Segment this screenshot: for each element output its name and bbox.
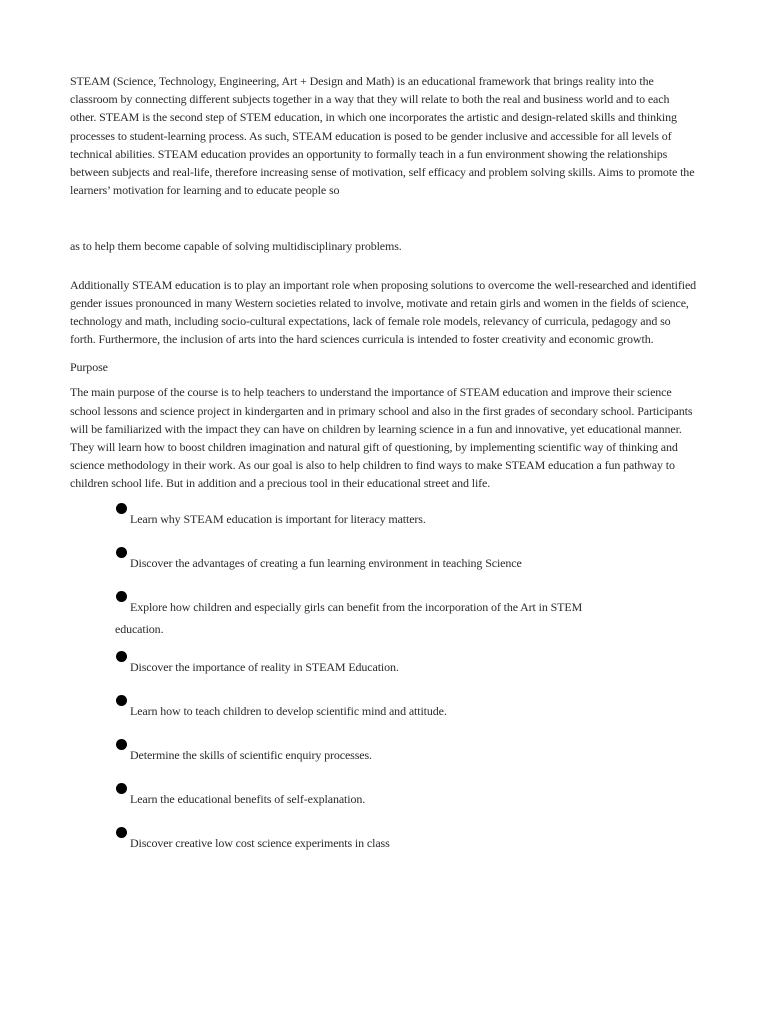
intro-paragraph: STEAM (Science, Technology, Engineering, Art + Design and Math) is an educational framework that brings reality into the classroom by connecting different subjects together in a way that they will relate to both the real and business world and to each other. STEAM is the second step of STEM education, in which one incorporates the artistic and design-related skills and thinking processes to student-learning process. As such, STEAM education is posed to be gender inclusive and accessible for all levels of technical abilities. STEAM education provides an opportunity to formally teach in a fun environment showing the relationships between subjects and real-life, therefore increasing sense of motivation, self efficacy and problem solving skills. Aims to promote the learners’ motivation for learning and to educate people so xyxy=(70,74,695,198)
purpose-heading: Purpose xyxy=(70,360,108,375)
bullet-dot-icon xyxy=(116,783,127,794)
list-item: Learn why STEAM education is important for literacy matters. xyxy=(70,503,698,547)
bullet-dot-icon xyxy=(116,739,127,750)
list-item: Explore how children and especially girls can benefit from the incorporation of the Art in STEM education. xyxy=(70,591,698,651)
list-item: Learn the educational benefits of self-explanation. xyxy=(70,783,698,827)
bullet-dot-icon xyxy=(116,695,127,706)
bullet-dot-icon xyxy=(116,547,127,558)
list-item: Discover the importance of reality in STEAM Education. xyxy=(70,651,698,695)
objectives-list xyxy=(70,503,698,871)
continuation-paragraph: as to help them become capable of solving multidisciplinary problems. xyxy=(70,239,402,254)
bullet-dot-icon xyxy=(116,827,127,838)
bullet-dot-icon xyxy=(116,503,127,514)
bullet-dot-icon xyxy=(116,591,127,602)
document-page xyxy=(70,72,698,871)
list-item: Learn how to teach children to develop scientific mind and attitude. xyxy=(70,695,698,739)
list-item: Discover creative low cost science experiments in class xyxy=(70,827,698,871)
gender-paragraph: Additionally STEAM education is to play an important role when proposing solutions to overcome the well-researched and identified gender issues pronounced in many Western societies related to involve, motivate and retain girls and women in the fields of science, technology and math, including socio-cultural expectations, lack of female role models, relevancy of curricula, pedagogy and so forth. Furthermore, the inclusion of arts into the hard sciences curricula is intended to foster creativity and economic growth. xyxy=(70,277,697,347)
purpose-paragraph: The main purpose of the course is to help teachers to understand the importance of STEAM education and improve their science school lessons and science project in kindergarten and in primary school and also in the first grades of secondary school. Participants will be familiarized with the impact they can have on children by learning science in a fun and innovative, yet educational manner. They will learn how to boost children imagination and natural gift of questioning, by implementing scientific way of thinking and science methodology in their work. As our goal is also to help children to find ways to make STEAM education a fun pathway to children school life. But in addition and a precious tool in their educational street and life. xyxy=(70,385,693,491)
list-item: Discover the advantages of creating a fun learning environment in teaching Science xyxy=(70,547,698,591)
list-item: Determine the skills of scientific enquiry processes. xyxy=(70,739,698,783)
bullet-dot-icon xyxy=(116,651,127,662)
